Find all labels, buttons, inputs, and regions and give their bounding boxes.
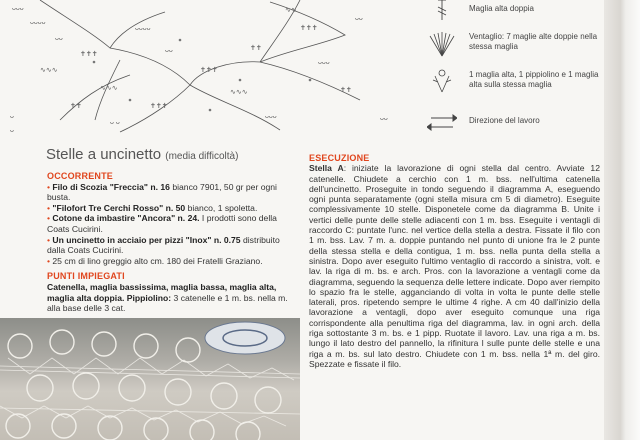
svg-text:ᴗ ᴗ: ᴗ ᴗ bbox=[110, 119, 120, 126]
stitch-legend bbox=[425, 0, 605, 140]
crochet-lace-photo bbox=[0, 318, 300, 440]
svg-text:✝✝: ✝✝ bbox=[340, 87, 352, 94]
punti-heading: PUNTI IMPIEGATI bbox=[47, 271, 125, 282]
materials-column bbox=[47, 171, 299, 314]
svg-text:✝✝✝: ✝✝✝ bbox=[200, 67, 218, 74]
picot-cluster-symbol-icon bbox=[427, 68, 457, 94]
stitches-text: Catenella, maglia bassissima, maglia bassa, maglia alta, maglia alta doppia. Pippiolino: 3 catenelle e 1 m. bs. nella m. alla base delle 3 cat. bbox=[47, 281, 288, 314]
material-item: • Filo di Scozia "Freccia" n. 16 bianco 7901, 50 gr per ogni busta. bbox=[47, 181, 277, 203]
fan-7-double-crochet-symbol-icon bbox=[427, 32, 457, 58]
esecuzione-heading: ESECUZIONE bbox=[309, 153, 370, 163]
crochet-star-diagram bbox=[0, 0, 420, 140]
difficulty-label: (media difficoltà) bbox=[165, 151, 239, 162]
svg-text:ᴗᴗᴗ: ᴗᴗᴗ bbox=[318, 59, 330, 66]
legend-text: 1 maglia alta, 1 pippiolino e 1 maglia alta sulla stessa maglia bbox=[469, 70, 599, 89]
svg-text:✝✝: ✝✝ bbox=[250, 45, 262, 52]
svg-text:✝✝✝: ✝✝✝ bbox=[300, 25, 318, 32]
svg-text:ᴗᴗ: ᴗᴗ bbox=[380, 115, 388, 122]
page-title: Stelle a uncinetto (media difficoltà) bbox=[46, 146, 239, 163]
svg-text:ᴗᴗᴗ: ᴗᴗᴗ bbox=[12, 5, 24, 12]
svg-text:ᴗᴗᴗᴗ: ᴗᴗᴗᴗ bbox=[30, 19, 46, 26]
material-item: • 25 cm di lino greggio alto cm. 180 dei Fratelli Graziano. bbox=[47, 255, 263, 266]
svg-text:∿∿∿: ∿∿∿ bbox=[100, 85, 118, 92]
svg-text:✝✝: ✝✝ bbox=[70, 103, 82, 110]
svg-text:✝✝✝: ✝✝✝ bbox=[150, 103, 168, 110]
svg-text:∿∿: ∿∿ bbox=[285, 7, 297, 14]
instructions-text: Stella A: iniziate la lavorazione di ogni stella dal centro. Avviate 12 catenelle. Chiudete a cerchio con 1 m. bss. nell'ultima catenella dell'uncinetto. Proseguite in tondo seguendo il diagramma A, eseguendo ogni punta separatamente (ogni stella misura cm 5 di diametro). Eseguite complessivamente 10 stelle. Disponetele come da diagramma B. Unite i vertici delle punte delle stelle adiacenti con 1 m. bss. Eseguite i ventagli di raccordo C: puntate l'unc. nel vertice della stella a destra. Fissate il filo con 1 m. bss. Lav. 7 m. a. doppie puntando nel punto di unione fra le 2 punte della stessa stella e della contigua, 1 m. bss. nella punta della stella a sinistra. Dopo aver eseguito l'ultimo ventaglio di raccordo a sinistra, volt. e lav. la riga di m. bs. e arch. Pros. con la lavorazione a ventagli come da diagramma, seguendo la sequenza delle lettere indicate. Dopo aver riempito lo spazio fra le stelle, agganciando di volta in volta le punte delle stelle laterali, pros. ripetendo sempre le ultime 4 righe. A cm 40 dall'inizio della lavorazione a ventagli, dopo aver eseguito comunque una riga corrispondente alla penultima riga del diagramma, lav. in ogni arch. della riga sottostante 3 m. bs. e 1 pipp. Ruotate il lavoro. Lav. una riga a m. bs. lungo il lato destro del pannello, la rifinitura l sulle punte delle stelle e una riga a m. bs. sul lato destro. Chiudete con 1 m. bss. nella 1ª m. del giro. Spezzate e fissate il filo. bbox=[309, 163, 600, 369]
double-crochet-symbol-icon bbox=[427, 0, 457, 24]
svg-text:∿∿∿: ∿∿∿ bbox=[230, 89, 248, 96]
material-item: • "Filofort Tre Cerchi Rosso" n. 50 bianco, 1 spoletta. bbox=[47, 202, 258, 213]
svg-text:ᴗᴗᴗᴗ: ᴗᴗᴗᴗ bbox=[135, 25, 151, 32]
material-item: • Cotone da imbastire "Ancora" n. 24. I prodotti sono della Coats Cucirini. bbox=[47, 213, 277, 234]
legend-text: Direzione del lavoro bbox=[469, 116, 540, 125]
svg-text:ᴗ: ᴗ bbox=[10, 113, 14, 120]
svg-text:ᴗᴗᴗ: ᴗᴗᴗ bbox=[265, 113, 277, 120]
legend-text: Maglia alta doppia bbox=[469, 4, 534, 13]
svg-text:✝✝✝: ✝✝✝ bbox=[80, 51, 98, 58]
material-item: • Un uncinetto in acciaio per pizzi "Inox" n. 0.75 distribuito dalla Coats Cucirini. bbox=[47, 234, 280, 256]
page-gutter bbox=[604, 0, 640, 440]
legend-text: Ventaglio: 7 maglie alte doppie nella stessa maglia bbox=[469, 32, 598, 51]
svg-text:∿∿∿: ∿∿∿ bbox=[40, 67, 58, 74]
work-direction-arrows-icon bbox=[427, 110, 457, 136]
occorrente-heading: OCCORRENTE bbox=[47, 171, 114, 181]
svg-text:ᴗᴗ: ᴗᴗ bbox=[355, 15, 363, 22]
svg-text:ᴗ: ᴗ bbox=[10, 127, 14, 134]
svg-text:ᴗᴗ: ᴗᴗ bbox=[165, 47, 173, 54]
svg-text:ᴗᴗ: ᴗᴗ bbox=[55, 35, 63, 42]
instructions-column bbox=[309, 153, 600, 369]
